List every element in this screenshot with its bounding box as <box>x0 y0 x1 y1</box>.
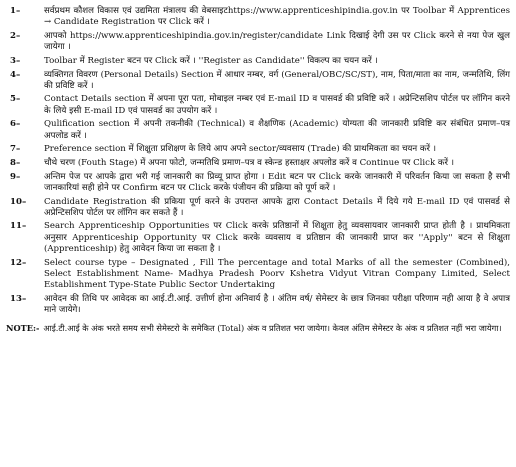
note-label: NOTE:- <box>6 323 40 334</box>
step-item <box>6 94 510 116</box>
step-item <box>6 221 510 255</box>
note-section <box>6 323 510 334</box>
step-text: Select course type – Designated , Fill The percentage and total Marks of all the semester (Combined), Select Establishment Name- Madhya Pradesh Poorv Kshetra Vidyut Vitran Company Limited, Select Establishment Type-State Public Sector Undertaking <box>44 257 510 290</box>
step-text: आपको https://www.apprenticeshipindia.gov.in/register/candidate Link दिखाई देगी उस पर Click करने से नया पेज खुल जायेगा । <box>44 30 510 53</box>
step-item <box>6 70 510 92</box>
step-number: 10– <box>10 196 27 207</box>
step-number: 4– <box>10 69 21 80</box>
step-item <box>6 294 510 316</box>
step-number: 12– <box>10 257 27 268</box>
step-item <box>6 172 510 194</box>
step-item <box>6 158 510 169</box>
step-number: 11– <box>10 221 27 232</box>
step-text: Contact Details section में अपना पूरा पता, मोबाइल नम्बर एवं E-mail ID व पासवर्ड की प्रविष्टि करें । अप्रेन्टिसशिप पोर्टल पर लॉगिन करने के लिये इसी E-mail ID एवं पासवर्ड का उपयोग करें । <box>44 94 510 116</box>
step-text: सर्वप्रथम कौशल विकास एवं उद्यमिता मंत्रालय की वेबसाइटhttps://www.apprenticeshipindia.gov.in पर Toolbar में Apprentices → Candidate Registration पर Click करें । <box>44 6 510 28</box>
step-number: 1– <box>10 6 21 16</box>
step-number: 6– <box>10 119 21 130</box>
step-number: 9– <box>10 171 21 182</box>
step-item <box>6 144 510 155</box>
registration-steps-list <box>6 6 510 316</box>
step-text: आवेदन की तिथि पर आवेदक का आई.टी.आई. उत्तीर्ण होना अनिवार्य है । अंतिम वर्ष/ सेमेस्टर के छात्र जिनका परीक्षा परिणाम नही आया है वे अपात्र माने जायेगे। <box>44 293 510 315</box>
step-text: Candidate Registration की प्रकिया पूर्ण करने के उपरान्त आपके द्वारा Contact Details में दिये गये E-mail ID एवं पासवर्ड से अप्रेन्टिसशिप पोर्टल पर लॉगिन कर सकते हैं । <box>44 196 510 218</box>
step-number: 2– <box>10 30 21 41</box>
step-text: Preference section में शिक्षुता प्रशिक्षण के लिये आप अपने sector/व्यवसाय (Trade) की प्राथमिकता का चयन करें । <box>44 144 436 155</box>
step-item <box>6 197 510 219</box>
step-item <box>6 258 510 292</box>
step-number: 5– <box>10 94 21 105</box>
step-text: चौथे चरण (Fouth Stage) में अपना फोटो, जन्मतिथि प्रमाण–पत्र व स्केन्ड हस्ताक्षर अपलोड करें व Continue पर Click करें । <box>44 157 455 168</box>
step-item <box>6 119 510 141</box>
step-text: Search Apprenticeship Opportunities पर Click करके प्रतिष्ठानों में शिक्षुता हेतु व्यवसायवार जानकारी प्राप्त होती है । प्राथमिकता अनुसार Apprenticeship Opportunity पर Click करके व्यवसाय व प्रतिष्ठान की जानकारी प्राप्त कर ''Apply'' बटन से शिक्षुता (Apprenticeship) हेतु आवेदन किया जा सकता है । <box>44 221 510 254</box>
step-text: अन्तिम पेज पर आपके द्वारा भरी गई जानकारी का प्रिव्यू प्राप्त होगा । Edit बटन पर Click करके जानकारी में परिवर्तन किया जा सकता है सभी जानकारियां सही होने पर Confirm बटन पर Click करके पंजीयन की प्रक्रिया को पूर्ण करें । <box>44 171 510 193</box>
step-item <box>6 6 510 28</box>
step-number: 3– <box>10 55 21 66</box>
step-text: व्यक्तिगत विवरण (Personal Details) Section में आधार नम्बर, वर्ग (General/OBC/SC/ST), नाम, पिता/माता का नाम, जन्मतिथि, लिंग की प्रविष्टि करें । <box>44 69 510 91</box>
step-item <box>6 31 510 53</box>
step-number: 8– <box>10 157 21 168</box>
step-text: Toolbar में Register बटन पर Click करें । ''Register as Candidate'' विकल्प का चयन करें । <box>44 55 378 66</box>
note-text: आई.टी.आई के अंक भरते समय सभी सेमेस्टरो के समेकित (Total) अंक व प्रतिशत भरा जायेगा। केवल अंतिम सेमेस्टर के अंक व प्रतिशत नहीं भरा जायेगा। <box>43 323 502 334</box>
step-number: 13– <box>10 293 27 304</box>
step-number: 7– <box>10 144 21 155</box>
step-text: Qulification section में अपनी तकनीकी (Technical) व शैक्षणिक (Academic) योग्यता की जानकारी प्रविष्टि कर संबंधित प्रमाण–पत्र अपलोड करें । <box>44 119 510 141</box>
step-item <box>6 56 510 67</box>
